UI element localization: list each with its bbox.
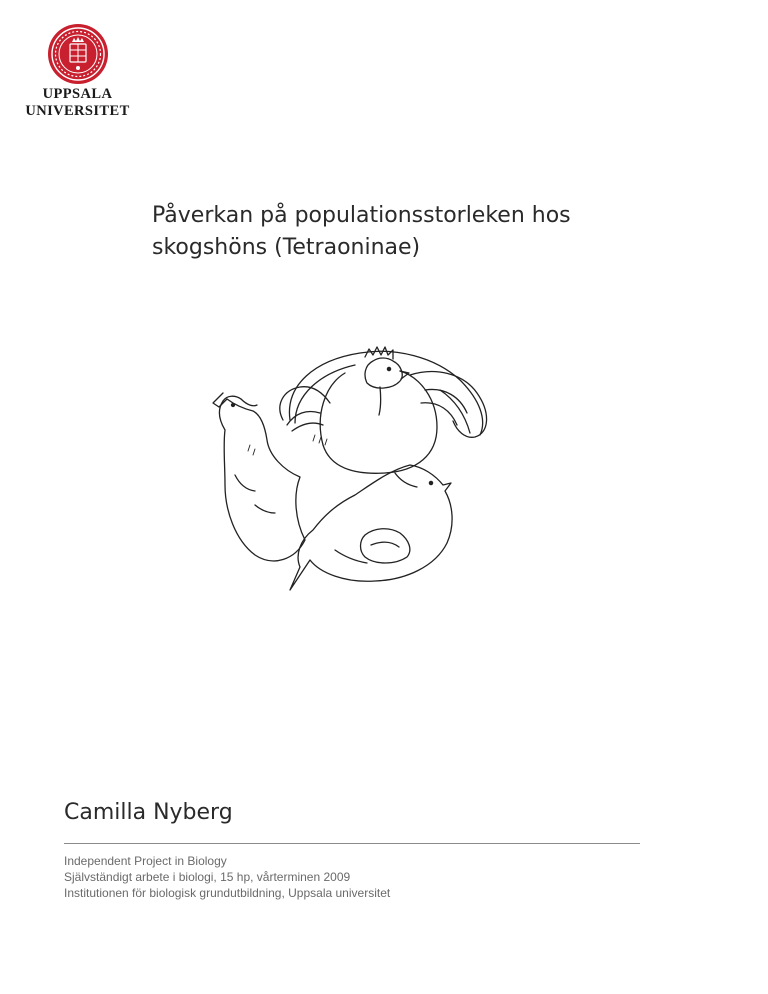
- logo-line-2: UNIVERSITET: [25, 103, 130, 119]
- info-line-2: Självständigt arbete i biologi, 15 hp, vårterminen 2009: [64, 870, 351, 884]
- info-line-1: Independent Project in Biology: [64, 854, 227, 868]
- title-line-1: Påverkan på populationsstorleken hos: [152, 203, 571, 228]
- grouse-drawing-icon: [195, 335, 505, 610]
- author-name: Camilla Nyberg: [64, 800, 233, 825]
- logo-line-1: UPPSALA: [42, 86, 113, 102]
- university-logo: [20, 22, 135, 120]
- project-info: [64, 853, 390, 901]
- university-seal-icon: [46, 22, 110, 86]
- document-title: [152, 200, 632, 264]
- divider: [64, 843, 640, 844]
- title-line-2: skogshöns (Tetraoninae): [152, 235, 421, 260]
- info-line-3: Institutionen för biologisk grundutbildning, Uppsala universitet: [64, 886, 391, 900]
